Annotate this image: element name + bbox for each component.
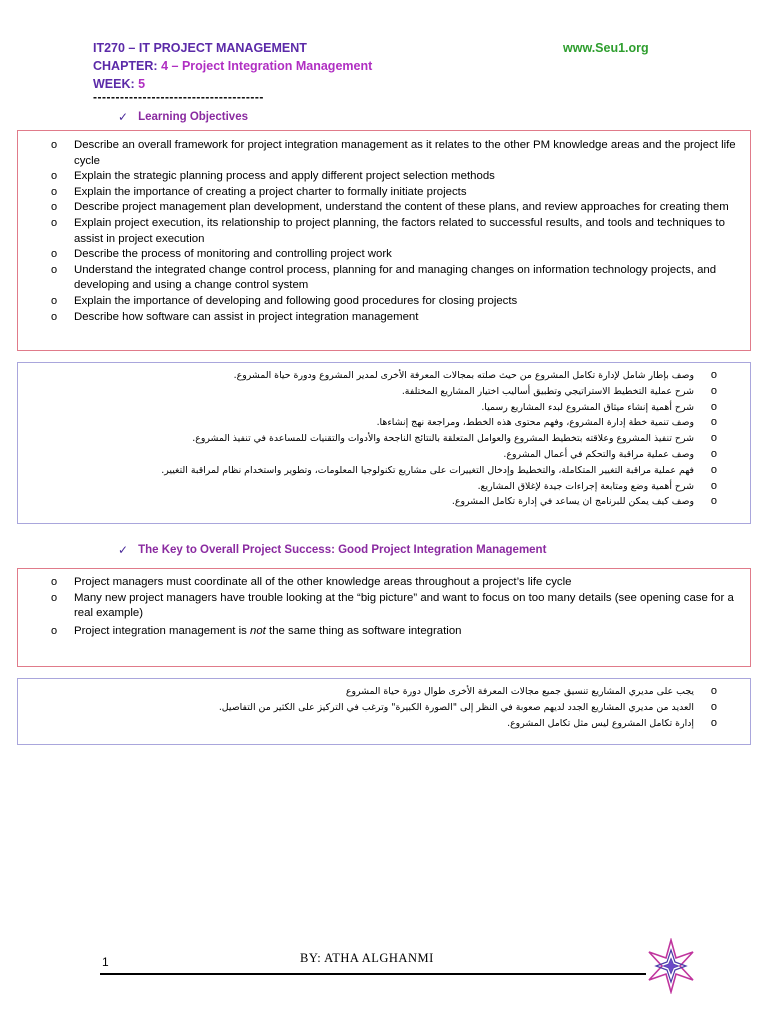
list-item [18, 447, 750, 463]
emphasis-not: not [250, 624, 266, 637]
bullet-icon: o [710, 463, 717, 476]
bullet-icon: o [710, 700, 717, 713]
list-item [18, 169, 750, 185]
star-logo-icon [646, 938, 696, 994]
bullet-icon: o [51, 624, 58, 637]
list-item [18, 700, 750, 716]
bullet-icon: o [51, 576, 58, 588]
bullet-icon: o [51, 591, 58, 604]
list-item-text: وصف كيف يمكن للبرنامج ان يساعد في إدارة تكامل المشروع. [451, 496, 694, 508]
list-item-text: وصف تنمية خطة إدارة المشروع، وفهم محتوى هذه الخطط، ومراجعة نهج إنشاءها. [376, 417, 694, 429]
key-success-english-box [17, 568, 751, 667]
list-item-text: وصف بإطار شامل لإدارة تكامل المشروع من حيث صلته بمجالات المعرفة الأخرى لمدير المشروع ودورة حياة المشروع. [233, 370, 694, 381]
bullet-icon: o [710, 716, 717, 729]
bullet-icon: o [51, 201, 58, 214]
list-item-text: فهم عملية مراقبة التغيير المتكاملة، والتخطيط وإدخال التغييرات على مشاريع تكنولوجيا المعلومات، وتطوير واستخدام نظام لمراقبة التغيير. [161, 464, 694, 476]
bullet-icon: o [710, 369, 717, 381]
checkmark-icon: ✓ [118, 110, 129, 124]
list-item-text: العديد من مديري المشاريع الجدد لديهم صعوبة في النظر إلى "الصورة الكبيرة" وترغب في التركيز على الكثير من التفاصيل. [218, 701, 694, 713]
list-item-text: Describe the process of monitoring and controlling project work [74, 248, 392, 261]
bullet-icon: o [710, 447, 717, 460]
list-item: o Project managers must coordinate all of the other knowledge areas throughout a project’s life cycle [18, 575, 750, 591]
list-item [18, 138, 750, 169]
section-title: The Key to Overall Project Success: Good Project Integration Management [138, 544, 547, 556]
chapter-label: CHAPTER: [93, 59, 158, 73]
bullet-icon: o [51, 185, 58, 198]
course-title: IT270 – IT PROJECT MANAGEMENT [93, 41, 307, 55]
list-item-text: شرح تنفيذ المشروع وعلاقته بتخطيط المشروع والعوامل المتعلقة بالنتائج الناجحة والأدوات والتقنيات للمساعدة في تنفيذ المشروع. [192, 433, 694, 445]
bullet-icon: o [710, 384, 717, 397]
week-number: 5 [138, 77, 146, 91]
list-item [18, 384, 750, 400]
list-item [18, 463, 750, 479]
list-item: o Many new project managers have trouble looking at the “big picture” and want to focus on too many details (see opening case for a real example) [51, 591, 734, 620]
bullet-icon: o [51, 294, 58, 307]
bullet-icon: o [51, 216, 58, 229]
list-item-text: Explain project execution, its relationship to project planning, the factors related to successful results, and tools and techniques to assist in project execution [74, 216, 725, 245]
list-item [18, 294, 750, 310]
list-item [18, 368, 750, 384]
list-item [18, 479, 750, 495]
key-success-arabic-box [17, 678, 751, 745]
list-item-text: Describe an overall framework for project integration management as it relates to the other PM knowledge areas and the project life cycle [74, 139, 736, 167]
bullet-icon: o [710, 495, 717, 508]
key-success-heading [118, 543, 546, 557]
list-item [18, 247, 750, 263]
objectives-arabic-box [17, 362, 751, 524]
list-item-text: Understand the integrated change control process, planning for and managing changes on information technology projects, and developing and using a change control system [74, 263, 717, 292]
list-item-text: Explain the importance of developing and following good procedures for closing projects [74, 294, 518, 307]
list-item [18, 200, 750, 216]
list-item-text: Explain the importance of creating a project charter to formally initiate projects [74, 185, 467, 198]
chapter-title: Project Integration Management [181, 59, 373, 73]
list-item-text: وصف عملية مراقبة والتحكم في أعمال المشروع. [503, 448, 694, 460]
bullet-icon: o [710, 416, 717, 429]
list-item [18, 415, 750, 431]
bullet-icon: o [51, 139, 58, 151]
list-item [18, 716, 750, 732]
list-item [18, 185, 750, 201]
bullet-icon: o [710, 400, 717, 413]
checkmark-icon: ✓ [118, 543, 129, 557]
key-success-english-list [18, 575, 750, 639]
page-number: 1 [102, 955, 109, 969]
footer-rule [100, 973, 646, 975]
week-label: WEEK: [93, 77, 135, 91]
bullet-icon: o [710, 685, 717, 697]
list-item-text: إدارة تكامل المشروع ليس مثل تكامل المشروع. [507, 717, 694, 729]
list-item [18, 310, 750, 326]
bullet-icon: o [51, 248, 58, 261]
list-item-text: شرح عملية التخطيط الاستراتيجي وتطبيق أساليب اختيار المشاريع المختلفة. [401, 385, 694, 397]
list-item-text: يجب على مديري المشاريع تنسيق جميع مجالات المعرفة الأخرى طوال دورة حياة المشروع [345, 686, 694, 697]
chapter-number: 4 – [161, 59, 179, 73]
list-item-text: Explain the strategic planning process and apply different project selection methods [74, 170, 495, 183]
list-item-text: Describe project management plan development, understand the content of these plans, and review approaches for creating them [74, 201, 729, 214]
objectives-arabic-list [18, 368, 750, 510]
bullet-icon: o [51, 170, 58, 183]
list-item [18, 400, 750, 416]
list-item-text: Describe how software can assist in project integration management [74, 310, 419, 323]
list-item: o Project integration management is not the same thing as software integration [18, 624, 750, 640]
list-item [18, 431, 750, 447]
key-success-arabic-list [18, 684, 750, 731]
learning-objectives-heading [118, 110, 248, 124]
list-item [18, 494, 750, 510]
objectives-english-list [18, 138, 750, 325]
list-item-text: شرح أهمية إنشاء ميثاق المشروع لبدء المشاريع رسميا. [481, 401, 694, 413]
header-divider: -------------------------------------- [93, 90, 264, 104]
section-title: Learning Objectives [138, 111, 248, 123]
list-item [18, 216, 750, 247]
website-link[interactable]: www.Seu1.org [563, 41, 649, 55]
bullet-icon: o [710, 479, 717, 492]
author-credit: BY: ATHA ALGHANMI [300, 951, 434, 965]
list-item [18, 263, 750, 294]
list-item [18, 684, 750, 700]
objectives-english-box [17, 130, 751, 351]
bullet-icon: o [51, 310, 58, 323]
list-item-text: شرح أهمية وضع ومتابعة إجراءات جيدة لإغلاق المشاريع. [477, 480, 694, 492]
bullet-icon: o [51, 263, 58, 276]
bullet-icon: o [710, 432, 717, 445]
chapter-line [93, 58, 372, 75]
